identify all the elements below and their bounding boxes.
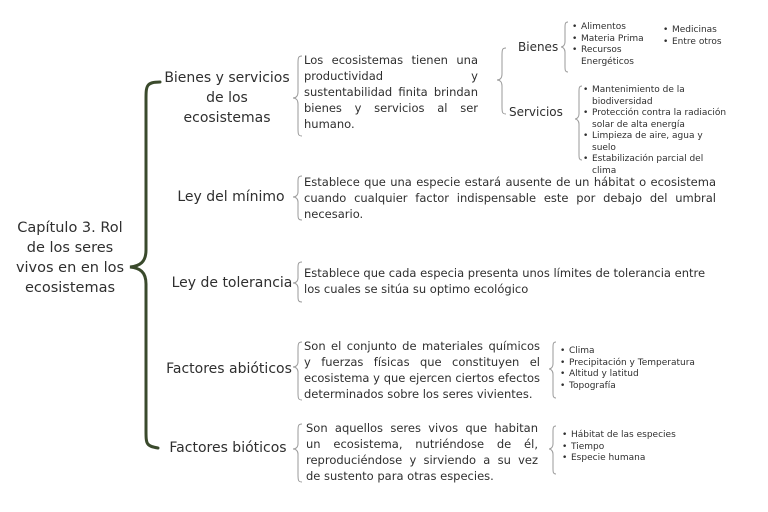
list-item: • Protección contra la radiación solar de alta energía [583,108,729,131]
list-item: • Medicinas [663,25,743,37]
bienes-list-extra [663,25,743,48]
list-item: • Mantenimiento de la biodiversidad [583,85,729,108]
list-item: • Alimentos [572,22,656,34]
topic-4-brace [293,342,302,400]
bienes-brace [561,22,568,72]
subgroup-brace [497,48,506,114]
list-item: • Limpieza de aire, agua y suelo [583,131,729,154]
bioticos-list [562,430,702,465]
servicios-list [583,85,729,177]
topic-description-factores-abioticos: Son el conjunto de materiales químicos y fuerzas físicas que constituyen el ecosistema y que ejercen ciertos efectos determinados sobre los seres vivientes. [304,339,540,401]
list-item: • Entre otros [663,37,743,49]
topic-4-items-brace [549,342,556,398]
topic-title-factores-bioticos: Factores bióticos [169,440,287,456]
root-brace [130,82,160,448]
list-item: • Clima [560,346,720,358]
topic-title-factores-abioticos: Factores abióticos [166,361,292,377]
bienes-list [572,22,656,68]
servicios-brace [575,86,582,160]
list-item: • Materia Prima [572,34,656,46]
subgroup-label-bienes: Bienes [518,40,559,54]
list-item: • Precipitación y Temperatura [560,358,720,370]
list-item: • Tiempo [562,442,702,454]
topic-description-ley-tolerancia: Establece que cada especia presenta unos límites de tolerancia entre los cuales se sitúa su optimo ecológico [304,266,706,296]
topic-title-ley-minimo: Ley del mínimo [177,189,285,205]
list-item: • Hábitat de las especies [562,430,702,442]
list-item: • Topografía [560,381,720,393]
topic-title-ley-tolerancia: Ley de tolerancia [171,275,293,291]
topic-5-brace [293,424,302,482]
root-title: Capítulo 3. Rol de los seres vivos en en los ecosistemas [15,220,125,296]
list-item: • Altitud y latitud [560,369,720,381]
topic-2-brace [293,176,302,220]
topic-description-factores-bioticos: Son aquellos seres vivos que habitan un ecosistema, nutriéndose de él, reproduciéndose y sirviendo a su vez de sustento para otras especies. [306,421,538,483]
list-item: • Recursos Energéticos [572,45,656,68]
subgroup-label-servicios: Servicios [509,105,563,119]
list-item: • Estabilización parcial del clima [583,154,729,177]
topic-3-brace [293,262,302,302]
abioticos-list [560,346,720,392]
topic-1-brace [293,56,302,136]
topic-title-bienes-servicios: Bienes y servicios de los ecosistemas [164,70,290,126]
topic-description-ley-minimo: Establece que una especie estará ausente de un hábitat o ecosistema cuando cualquier factor indispensable este por debajo del umbral necesario. [304,175,716,221]
list-item: • Especie humana [562,453,702,465]
topic-description-bienes-servicios: Los ecosistemas tienen una productividad y sustentabilidad finita brindan bienes y servicios al ser humano. [304,53,478,131]
topic-5-items-brace [549,426,556,474]
